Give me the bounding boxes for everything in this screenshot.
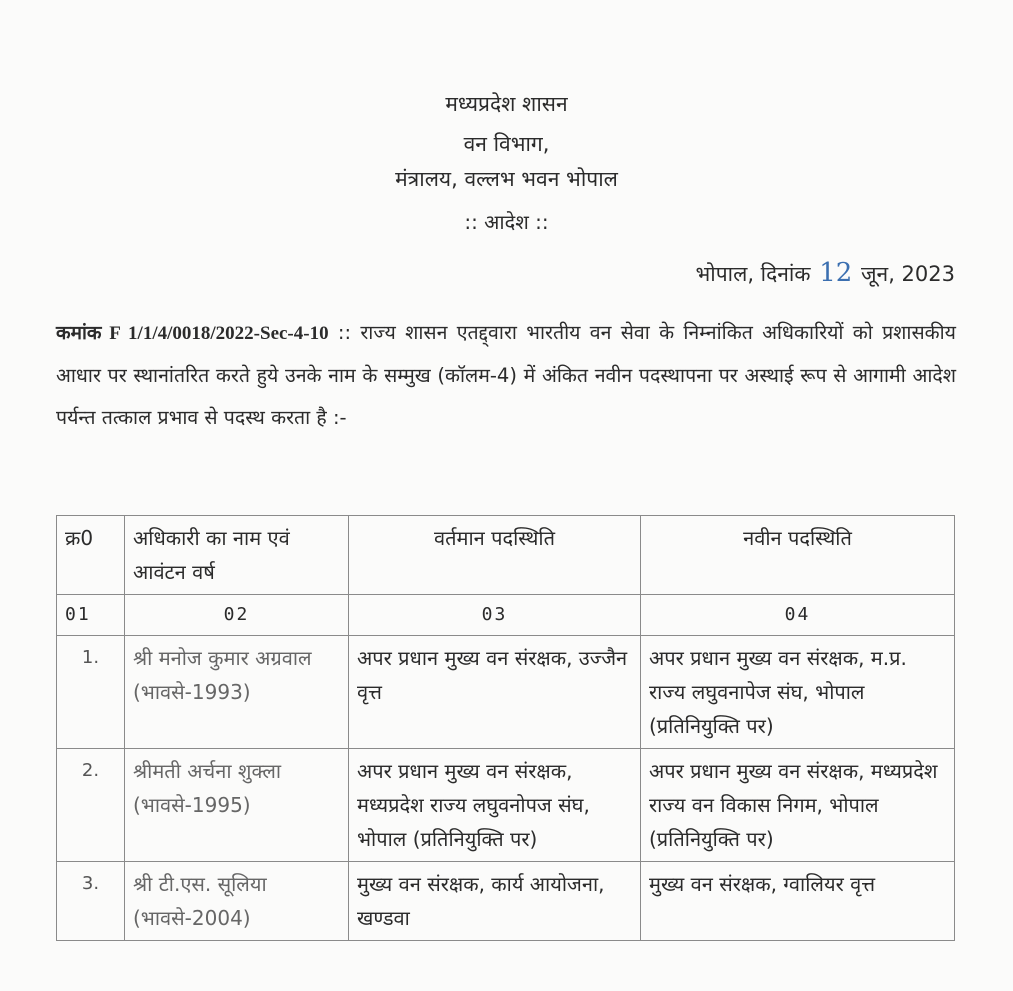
- order-heading: :: आदेश ::: [464, 210, 549, 234]
- column-number: 03: [349, 595, 641, 636]
- order-date: [696, 258, 955, 289]
- header-officer: अधिकारी का नाम एवं आवंटन वर्ष: [125, 516, 349, 595]
- order-reference-number: कमांक F 1/1/4/0018/2022-Sec-4-10: [56, 323, 329, 344]
- order-paragraph: [56, 312, 956, 439]
- date-suffix: जून, 2023: [860, 262, 955, 286]
- header-new-posting: नवीन पदस्थिति: [641, 516, 955, 595]
- row-current-posting: अपर प्रधान मुख्य वन संरक्षक, मध्यप्रदेश राज्य लघुवनोपज संघ, भोपाल (प्रतिनियुक्ति पर): [349, 749, 641, 862]
- row-serial: 1.: [57, 636, 125, 749]
- government-name: मध्यप्रदेश शासन: [445, 92, 568, 116]
- column-number-row: [57, 595, 955, 636]
- transfer-table: [56, 515, 955, 941]
- table-row: [57, 749, 955, 862]
- row-serial: 2.: [57, 749, 125, 862]
- header-current-posting: वर्तमान पदस्थिति: [349, 516, 641, 595]
- row-officer: श्री मनोज कुमार अग्रवाल (भावसे-1993): [125, 636, 349, 749]
- row-new-posting: अपर प्रधान मुख्य वन संरक्षक, मध्यप्रदेश राज्य वन विकास निगम, भोपाल (प्रतिनियुक्ति पर): [641, 749, 955, 862]
- row-officer: श्रीमती अर्चना शुक्ला (भावसे-1995): [125, 749, 349, 862]
- column-number: 02: [125, 595, 349, 636]
- date-prefix: भोपाल, दिनांक: [695, 262, 811, 286]
- row-current-posting: मुख्य वन संरक्षक, कार्य आयोजना, खण्डवा: [349, 862, 641, 941]
- row-new-posting: मुख्य वन संरक्षक, ग्वालियर वृत्त: [641, 862, 955, 941]
- column-number: 04: [641, 595, 955, 636]
- ministry-address: मंत्रालय, वल्लभ भवन भोपाल: [395, 167, 618, 191]
- table-header-row: [57, 516, 955, 595]
- table-row: [57, 636, 955, 749]
- table-row: [57, 862, 955, 941]
- order-text: :: राज्य शासन एतद्द्वारा भारतीय वन सेवा के निम्नांकित अधिकारियों को प्रशासकीय आधार पर स्थानांतरित करते हुये उनके नाम के सम्मुख (कॉलम-4) में अंकित नवीन पदस्थापना पर अस्थाई रूप से आगामी आदेश पर्यन्त तत्काल प्रभाव से पदस्थ करता है :-: [56, 321, 956, 429]
- department-name: वन विभाग,: [463, 132, 550, 156]
- row-officer: श्री टी.एस. सूलिया (भावसे-2004): [125, 862, 349, 941]
- row-new-posting: अपर प्रधान मुख्य वन संरक्षक, म.प्र. राज्य लघुवनापेज संघ, भोपाल (प्रतिनियुक्ति पर): [641, 636, 955, 749]
- date-day-handwritten: 12: [819, 258, 853, 288]
- row-serial: 3.: [57, 862, 125, 941]
- header-serial: क्र0: [57, 516, 125, 595]
- row-current-posting: अपर प्रधान मुख्य वन संरक्षक, उज्जैन वृत्त: [349, 636, 641, 749]
- column-number: 01: [57, 595, 125, 636]
